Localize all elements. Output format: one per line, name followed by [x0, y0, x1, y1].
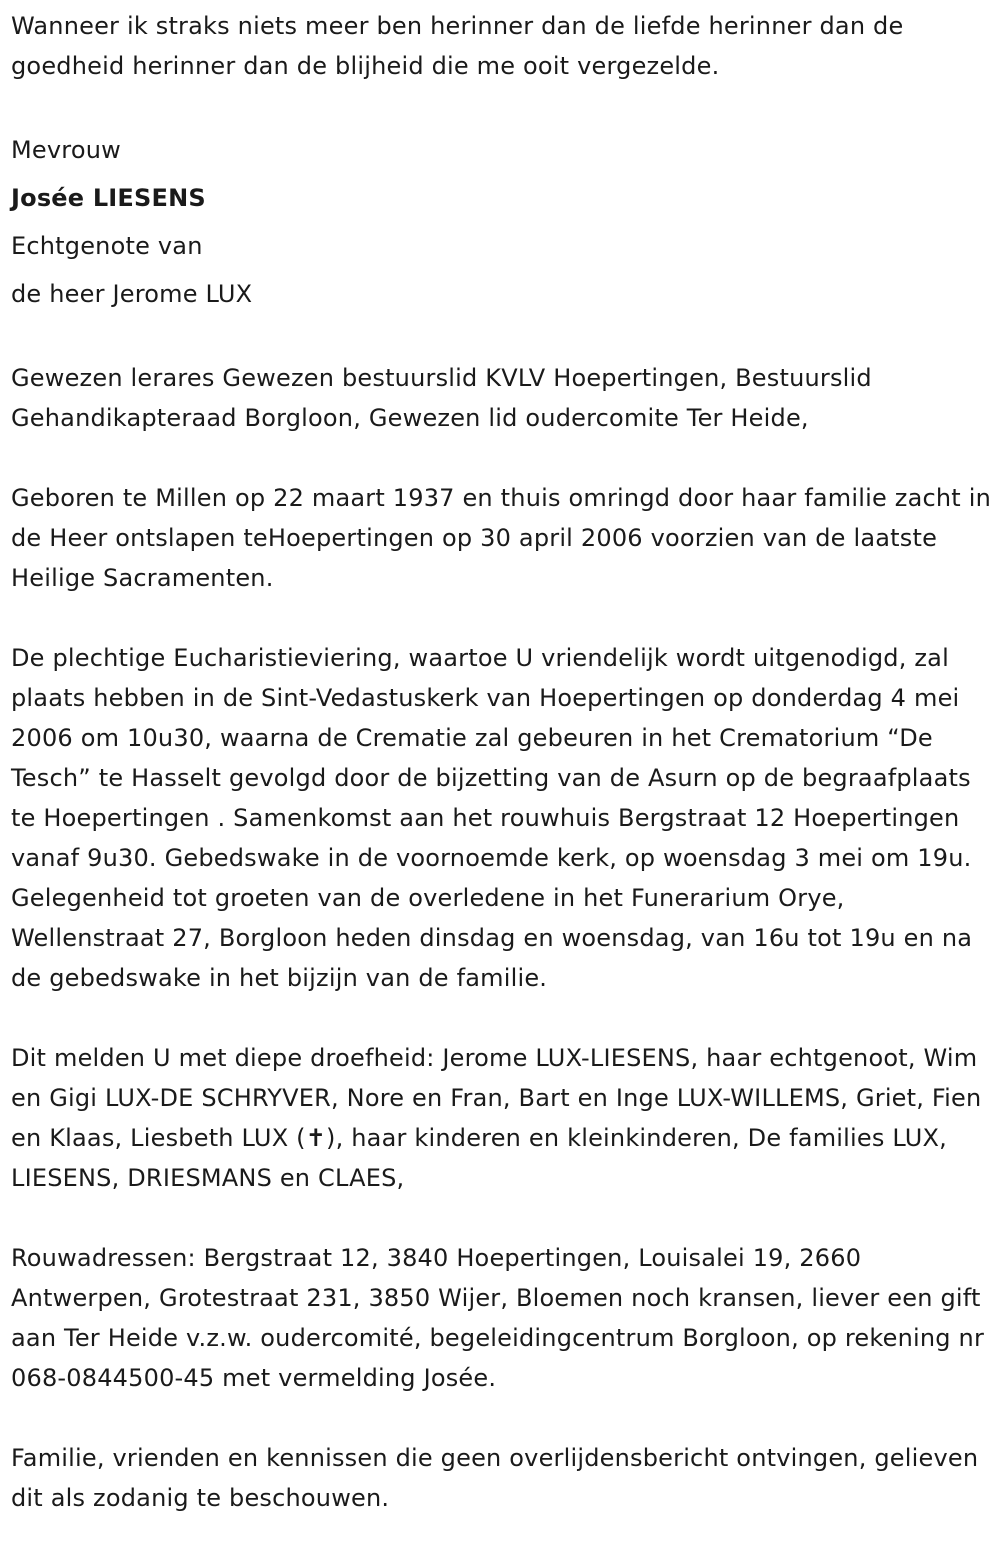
- relation-line: Echtgenote van: [11, 232, 203, 260]
- spacer: [11, 1198, 995, 1238]
- spacer: [11, 998, 995, 1038]
- birth-death-paragraph: Geboren te Millen op 22 maart 1937 en thuis omringd door haar familie zacht in de Heer ontslapen teHoepertingen op 30 april 2006 voorzien van de laatste Heilige Sacramenten.: [11, 484, 991, 592]
- family-paragraph: [11, 1038, 995, 1198]
- death-notice: [11, 6, 995, 1518]
- deceased-name: Josée LIESENS: [11, 184, 206, 212]
- functions-paragraph: Gewezen lerares Gewezen bestuurslid KVLV Hoepertingen, Bestuurslid Gehandikapteraad Borgloon, Gewezen lid oudercomite Ter Heide,: [11, 364, 872, 432]
- spacer: [11, 1398, 995, 1438]
- opening-quote: Wanneer ik straks niets meer ben herinner dan de liefde herinner dan de goedheid herinner dan de blijheid die me ooit vergezelde.: [11, 12, 904, 80]
- closing-paragraph: Familie, vrienden en kennissen die geen overlijdensbericht ontvingen, gelieven dit als zodanig te beschouwen.: [11, 1444, 979, 1512]
- spacer: [11, 598, 995, 638]
- salutation: Mevrouw: [11, 136, 121, 164]
- spacer: [11, 438, 995, 478]
- family-text-start: Dit melden U met diepe droefheid: Jerome LUX-LIESENS, haar echtgenoot, Wim en Gigi LUX-DE SCHRYVER, Nore en Fran, Bart en Inge LUX-WILLEMS, Griet, Fien en Klaas, Liesbeth LUX (: [11, 1044, 982, 1152]
- addresses-paragraph: Rouwadressen: Bergstraat 12, 3840 Hoepertingen, Louisalei 19, 2660 Antwerpen, Grotestraat 231, 3850 Wijer, Bloemen noch kransen, liever een gift aan Ter Heide v.z.w. oudercomité, begeleidingcentrum Borgloon, op rekening nr 068-0844500-45 met vermelding Josée.: [11, 1244, 985, 1392]
- ceremony-paragraph: De plechtige Eucharistieviering, waartoe U vriendelijk wordt uitgenodigd, zal plaats hebben in de Sint-Vedastuskerk van Hoepertingen op donderdag 4 mei 2006 om 10u30, waarna de Crematie zal gebeuren in het Crematorium “De Tesch” te Hasselt gevolgd door de bijzetting van de Asurn op de begraafplaats te Hoepertingen . Samenkomst aan het rouwhuis Bergstraat 12 Hoepertingen vanaf 9u30. Gebedswake in de voornoemde kerk, op woensdag 3 mei om 19u. Gelegenheid tot groeten van de overledene in het Funerarium Orye, Wellenstraat 27, Borgloon heden dinsdag en woensdag, van 16u tot 19u en na de gebedswake in het bijzijn van de familie.: [11, 644, 973, 992]
- spacer: [11, 318, 995, 358]
- family-text-end: ), haar kinderen en kleinkinderen, De families LUX, LIESENS, DRIESMANS en CLAES,: [11, 1124, 948, 1192]
- spacer: [11, 86, 995, 126]
- spouse-line: de heer Jerome LUX: [11, 280, 253, 308]
- cross-icon: ✝: [305, 1124, 327, 1152]
